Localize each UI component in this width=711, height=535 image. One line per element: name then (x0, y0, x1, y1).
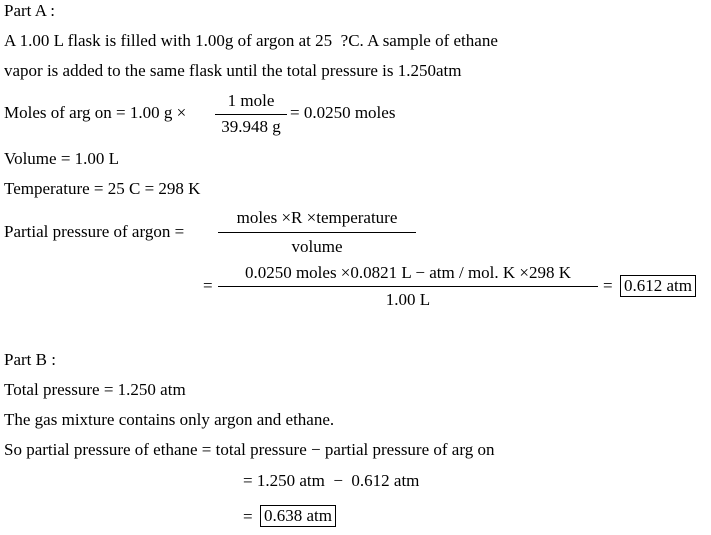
argon-result-equals: = (603, 276, 613, 295)
problem-line-2: vapor is added to the same flask until the total pressure is 1.250atm (4, 61, 462, 80)
subtraction-line: = 1.250 atm − 0.612 atm (243, 471, 420, 490)
argon-partial-pressure-result: 0.612 atm (620, 275, 696, 297)
moles-fraction-bar (215, 114, 287, 115)
substitution-denominator: 1.00 L (385, 290, 431, 309)
ethane-result-equals: = (243, 507, 253, 526)
moles-result: = 0.0250 moles (290, 103, 396, 122)
ethane-partial-pressure-result: 0.638 atm (260, 505, 336, 527)
moles-denominator: 39.948 g (221, 117, 281, 136)
problem-line-1: A 1.00 L flask is filled with 1.00g of argon at 25 ?C. A sample of ethane (4, 31, 498, 50)
substitution-equals: = (203, 276, 213, 295)
substitution-numerator: 0.0250 moles ×0.0821 L − atm / mol. K ×298 K (244, 263, 572, 282)
part-b-heading: Part B : (4, 350, 56, 369)
moles-label: Moles of arg on = 1.00 g × (4, 103, 187, 122)
substitution-fraction-bar (218, 286, 598, 287)
partial-pressure-denominator: volume (291, 237, 343, 256)
mixture-line: The gas mixture contains only argon and ethane. (4, 410, 335, 429)
volume-line: Volume = 1.00 L (4, 149, 120, 168)
partial-pressure-numerator: moles ×R ×temperature (236, 208, 398, 227)
total-pressure-line: Total pressure = 1.250 atm (4, 380, 186, 399)
partial-pressure-label: Partial pressure of argon = (4, 222, 185, 241)
moles-numerator: 1 mole (227, 91, 275, 110)
ethane-line: So partial pressure of ethane = total pressure − partial pressure of arg on (4, 440, 495, 459)
partial-pressure-fraction-bar (218, 232, 416, 233)
temperature-line: Temperature = 25 C = 298 K (4, 179, 201, 198)
part-a-heading: Part A : (4, 1, 56, 20)
